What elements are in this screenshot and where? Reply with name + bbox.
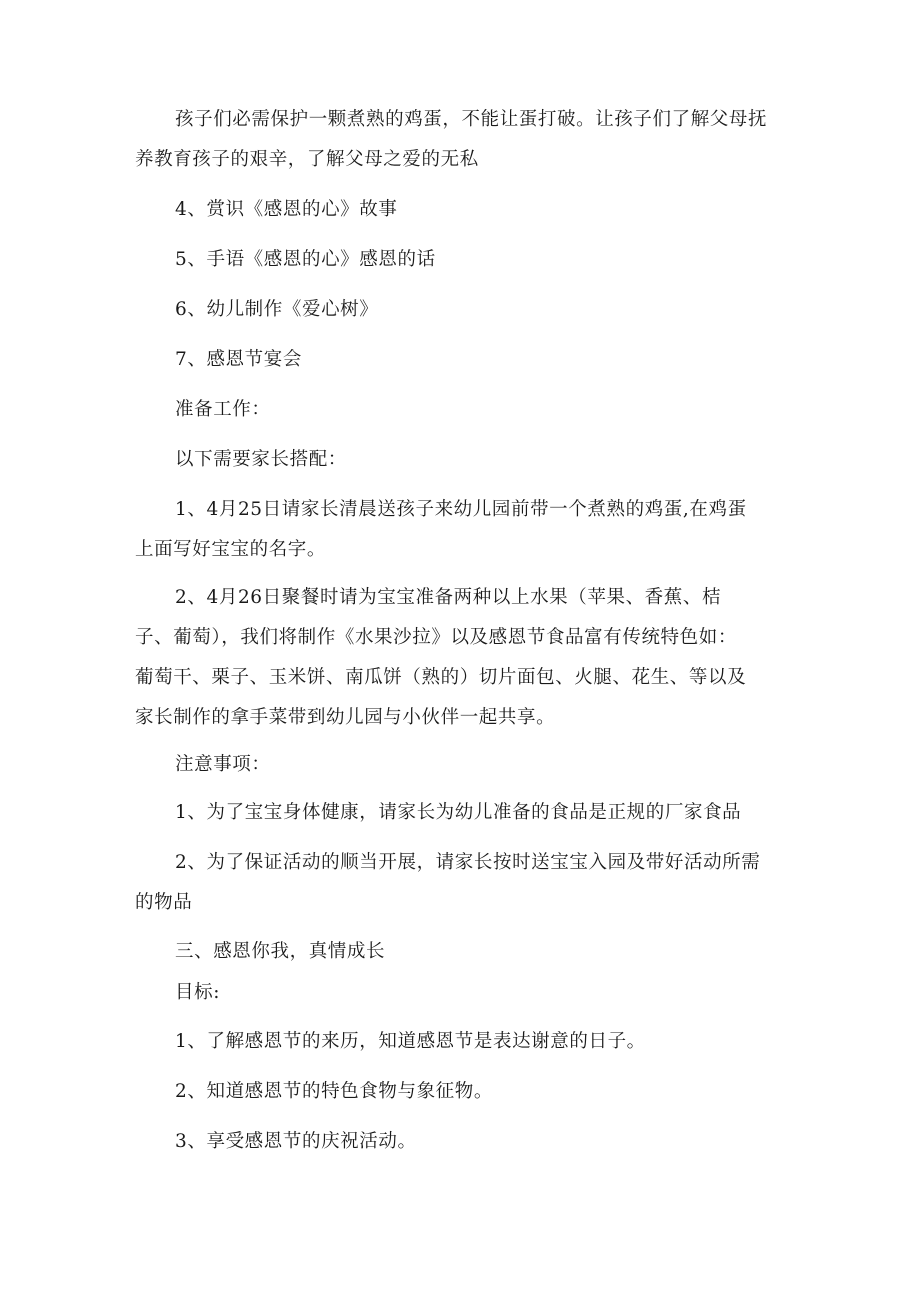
text-line: 2、4月26日聚餐时请为宝宝准备两种以上水果（苹果、香蕉、桔 xyxy=(175,587,722,608)
text-line: 1、为了宝宝身体健康，请家长为幼儿准备的食品是正规的厂家食品 xyxy=(175,802,742,823)
preparation-item-1 xyxy=(135,490,830,570)
goal-item-1 xyxy=(175,1022,830,1062)
notes-item-1 xyxy=(175,793,830,833)
text-line: 4、赏识《感恩的心》故事 xyxy=(175,199,398,220)
text-line: 葡萄干、栗子、玉米饼、南瓜饼（熟的）切片面包、火腿、花生、等以及 xyxy=(135,667,747,688)
text-line: 孩子们必需保护一颗煮熟的鸡蛋，不能让蛋打破。让孩子们了解父母抚 xyxy=(175,109,768,130)
text-line: 7、感恩节宴会 xyxy=(175,349,302,370)
text-line: 2、知道感恩节的特色食物与象征物。 xyxy=(175,1081,493,1102)
text-line: 准备工作： xyxy=(175,399,271,420)
text-line: 1、4月25日请家长清晨送孩子来幼儿园前带一个煮熟的鸡蛋,在鸡蛋 xyxy=(175,499,747,520)
text-line: 以下需要家长搭配： xyxy=(175,449,347,470)
section-heading-goals xyxy=(175,973,830,1013)
text-line: 上面写好宝宝的名字。 xyxy=(135,539,327,560)
parent-cooperation-heading xyxy=(175,440,830,480)
text-line: 注意事项： xyxy=(175,754,271,775)
text-line: 子、葡萄），我们将制作《水果沙拉》以及感恩节食品富有传统特色如： xyxy=(135,627,737,648)
text-line: 的物品 xyxy=(135,892,193,913)
preparation-item-2 xyxy=(135,578,830,738)
text-line: 家长制作的拿手菜带到幼儿园与小伙伴一起共享。 xyxy=(135,707,556,728)
text-line: 三、感恩你我，真情成长 xyxy=(175,941,386,962)
goal-item-3 xyxy=(175,1122,830,1162)
goal-item-2 xyxy=(175,1072,830,1112)
list-item-4 xyxy=(175,190,830,230)
notes-item-2 xyxy=(135,843,830,923)
text-line: 5、手语《感恩的心》感恩的话 xyxy=(175,249,436,270)
list-item-5 xyxy=(175,240,830,280)
list-item-6 xyxy=(175,290,830,330)
text-line: 1、了解感恩节的来历，知道感恩节是表达谢意的日子。 xyxy=(175,1031,646,1052)
list-item-7 xyxy=(175,340,830,380)
section-heading-preparation xyxy=(175,390,830,430)
text-line: 6、幼儿制作《爱心树》 xyxy=(175,299,379,320)
text-line: 2、为了保证活动的顺当开展，请家长按时送宝宝入园及带好活动所需 xyxy=(175,852,761,873)
text-line: 养教育孩子的艰辛，了解父母之爱的无私 xyxy=(135,149,479,170)
text-line: 目标: xyxy=(175,982,221,1003)
paragraph-intro xyxy=(135,100,830,180)
section-heading-notes xyxy=(175,745,830,785)
section-heading-three xyxy=(175,932,830,972)
text-line: 3、享受感恩节的庆祝活动。 xyxy=(175,1131,417,1152)
